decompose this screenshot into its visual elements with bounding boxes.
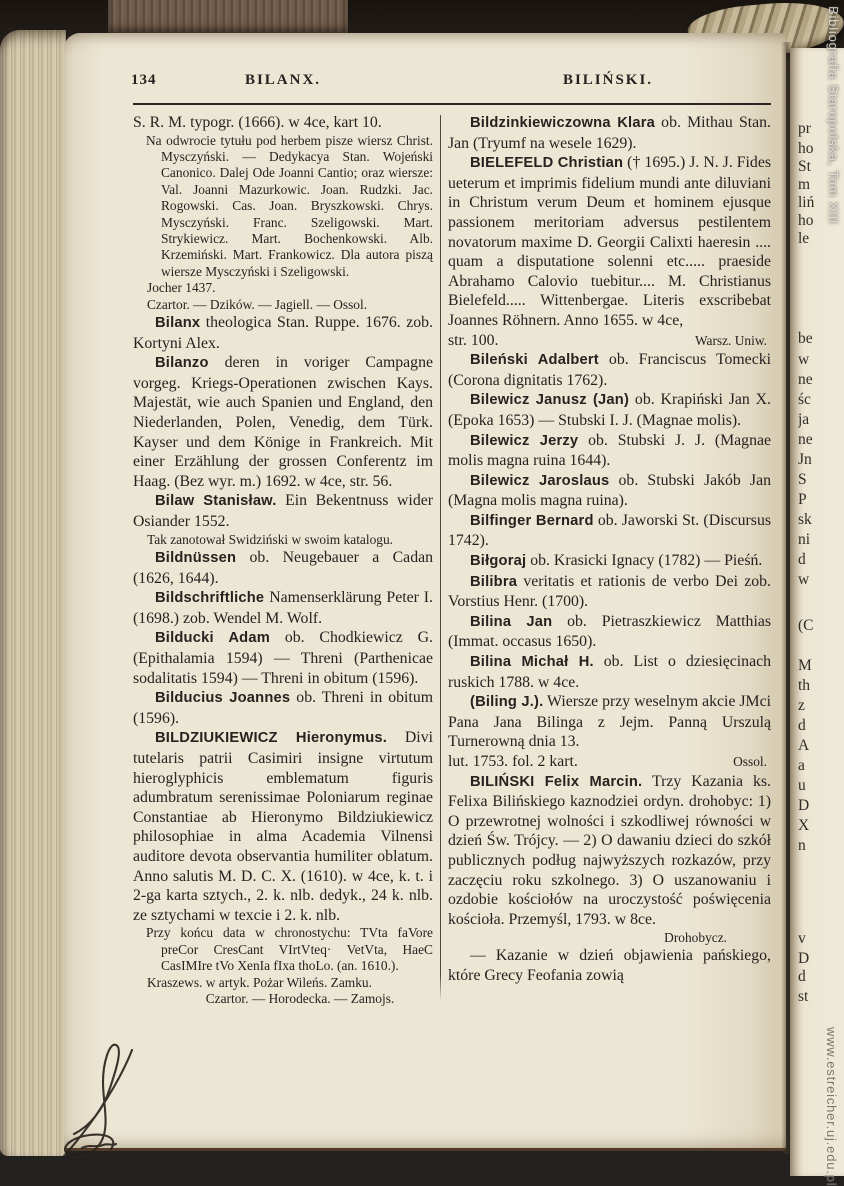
cutoff-text-fragment: liń — [798, 194, 815, 211]
bibliography-entry: (Biling J.). Wiersze przy weselnym akcie JMci Pana Jana Bilinga z Jejm. Panną Urszulą Turnerowną dnia 13. — [448, 693, 771, 751]
entry-text: — Kazanie w dzień objawienia pańskiego, które Grecy Feofania zowią — [448, 947, 771, 984]
text-column-right — [448, 113, 771, 986]
cutoff-text-fragment: ho — [798, 140, 814, 157]
watermark-volume-title: Bibliografia Staropolska, Tom XIII — [826, 6, 841, 225]
text-column-left — [133, 113, 433, 1007]
entry-text: Na odwrocie tytułu pod herbem pisze wiersz Christ. Mysczyński. — Dedykacya Stan. Wojeński Canonico. Dalej Ode Joanni Cantio; oraz wiersze: Val. Joanni Mazurkowic. Joan. Rudzki. Jac. Rogowski. Cas. Joan. Bryszkowski. Chrys. Mysczyński. Franc. Szeligowski. Mart. Strykiewicz. Mart. Bochenkowski. Alb. Krzemiński. Mart. Frankowicz. Dla autora piszą wiersze Mysczyński i Szeligowski. — [146, 132, 433, 279]
header-rule — [133, 103, 771, 105]
cutoff-text-fragment: pr — [798, 120, 811, 137]
bibliography-entry: Bilibra veritatis et rationis de verbo Dei zob. Vorstius Henr. (1700). — [448, 572, 771, 611]
entry-headword: Bildnüssen — [155, 550, 237, 566]
bibliography-entry: Bilanzo deren in voriger Campagne vorgeg. Kriegs-Operationen zwischen Kays. Majestät, wie auch Spanien und England, den Niederlanden, Polen, Venedig, dem Türk. Kayser und dem Könige in Frankreich. Mit einer Erzählung der grossen Conferentz im Haag. (Bez wyr. m.) 1692. w 4ce, str. 56. — [133, 354, 433, 490]
cutoff-text-fragment: sk — [798, 511, 812, 528]
entry-text: Jocher 1437. — [147, 280, 216, 296]
cutoff-text-fragment: d — [798, 968, 806, 985]
cutoff-text-fragment: v — [798, 930, 806, 947]
entry-headword: BILIŃSKI Felix Marcin. — [470, 773, 643, 790]
bibliography-entry: Biłgoraj ob. Krasicki Ignacy (1782) — Pieśń. — [470, 552, 763, 570]
bibliography-entry: Bilewicz Janusz (Jan) ob. Krapiński Jan X. (Epoka 1653) — Stubski I. J. (Magnae molis). — [448, 391, 771, 429]
entry-last-line — [448, 752, 771, 772]
cutoff-text-fragment: w — [798, 571, 810, 588]
running-title-left: BILANX. — [244, 72, 322, 88]
cutoff-text-fragment: A — [798, 737, 810, 754]
entry-headword: Bilina Jan — [470, 613, 553, 630]
bibliography-entry: Bildzinkiewiczowna Klara ob. Mithau Stan. Jan (Tryumf na wesele 1629). — [448, 114, 771, 152]
cutoff-text-fragment: D — [798, 797, 810, 814]
entry-headword: Bilina Michał H. — [470, 654, 594, 671]
cutoff-text-fragment: St — [798, 158, 811, 175]
library-source: Drohobycz. — [664, 930, 727, 946]
cutoff-text-fragment: le — [798, 230, 810, 247]
entry-headword: Bildschriftliche — [155, 590, 265, 607]
cutoff-text-fragment: ja — [798, 411, 810, 428]
library-source: Ossol. — [733, 754, 767, 769]
bibliography-entry: Bilducius Joannes ob. Threni in obitum (1596). — [133, 689, 434, 727]
entry-headword: Bilewicz Jaroslaus — [470, 472, 610, 489]
entry-headword: Bilewicz Janusz (Jan) — [470, 392, 630, 409]
cutoff-text-fragment: M — [798, 657, 812, 674]
cutoff-text-fragment: D — [798, 950, 810, 967]
entry-text: S. R. M. typogr. (1666). w 4ce, kart 10. — [133, 114, 382, 131]
cutoff-text-fragment: Jn — [798, 451, 812, 468]
library-source: Warsz. Uniw. — [694, 332, 767, 348]
cutoff-text-fragment: n — [798, 837, 806, 854]
entry-text: Tak zanotował Swidziński w swoim katalogu. — [147, 531, 394, 547]
bibliography-entry: Bilanx theologica Stan. Ruppe. 1676. zob. Kortyni Alex. — [133, 314, 433, 352]
entry-headword: Bildzinkiewiczowna Klara — [470, 115, 655, 131]
bibliography-entry: Bilina Jan ob. Pietraszkiewicz Matthias (Immat. occasus 1650). — [448, 612, 771, 651]
bibliography-entry: Bileński Adalbert ob. Franciscus Tomecki (Corona dignitatis 1762). — [448, 351, 771, 389]
bibliography-entry: Bilfinger Bernard ob. Jaworski St. (Discursus 1742). — [448, 511, 771, 550]
running-title-right: BILIŃSKI. — [562, 72, 654, 88]
cutoff-text-fragment: (C — [798, 617, 814, 634]
entry-text: Przy końcu data w chronostychu: TVta faVore preCor CresCant VIrtVteq· VetVta, HaeC CasIMIre tVo XenIa fIxa thoLo. (an. 1610.). — [146, 925, 433, 974]
cutoff-text-fragment: ne — [798, 371, 813, 388]
entry-text: Kraszews. w artyk. Pożar Wileńs. Zamku. — [147, 974, 372, 990]
cutoff-text-fragment: S — [798, 471, 807, 488]
bibliography-entry: Bildschriftliche Namenserklärung Peter I. (1698.) zob. Wendel M. Wolf. — [133, 589, 433, 627]
entry-headword: Bileński Adalbert — [470, 352, 599, 369]
entry-headword: BIELEFELD Christian — [470, 155, 624, 172]
cutoff-text-fragment: ne — [798, 431, 813, 448]
bibliography-entry: Bilewicz Jaroslaus ob. Stubski Jakób Jan (Magna molis magna ruina). — [448, 471, 771, 510]
bibliography-entry: Bilewicz Jerzy ob. Stubski J. J. (Magnae molis magna ruina 1644). — [448, 431, 771, 470]
entry-headword: Bilducius Joannes — [155, 690, 291, 707]
bibliography-entry: Bilaw Stanisław. Ein Bekentnuss wider Osiander 1552. — [133, 492, 433, 530]
cutoff-text-fragment: z — [798, 697, 805, 714]
entry-text: lut. 1753. fol. 2 kart. — [448, 753, 578, 770]
column-divider — [440, 115, 441, 1001]
bibliography-entry: Bildnüssen ob. Neugebauer a Cadan (1626, 1644). — [133, 549, 433, 587]
bibliography-entry: BILIŃSKI Felix Marcin. Trzy Kazania ks. Felixa Bilińskiego kaznodziei ordyn. drohobyc: 1) O przewrotnej wolności i szkodliwej równości w dzień Św. Trójcy. — 2) O dawaniu dzieci do szkół publicznych podług najwyższych rozkazów, przy zaczęciu roku szkolnego. 3) O uszanowaniu i ozdobie kościołów na uroczystość poświęcenia kościoła. Przemyśl, 1793. w 8ce. — [448, 772, 771, 928]
handwritten-signature — [58, 1042, 178, 1160]
text-columns — [133, 113, 771, 1007]
bibliography-entry: BIELEFELD Christian († 1695.) J. N. J. Fides ueterum et imprimis fidelium mundi ante diluviani in Christum verum Deum et hominem ejusque passionem meritoriam adversus pestilentem novatorum maxime D. Georgii Calixti haeresin .... quam a disputatione solenni etc..... praeside Abrahamo Calovio tuebitur.... M. Christianus Bielefeld..... Wittenbergae. Literis exscribebat Joannes Röhnern. Anno 1655. w 4ce, — [448, 154, 771, 329]
cutoff-text-fragment: be — [798, 330, 813, 347]
entry-headword: Bilaw Stanisław. — [155, 493, 277, 510]
entry-headword: Bilanzo — [155, 355, 209, 372]
bibliography-entry: BILDZIUKIEWICZ Hieronymus. Divi tutelaris patrii Casimiri insigne virtutum hieroglyphicis emblematum figuris adumbratum serenissimae Poloniarum reginae Constantiae ab Hieronymo Bildziukiewicz philosophiae in alma Academia Vilnensi auditore devota observantia humiliter oblatum. Anno salutis M. D. C. X. (1610). w 4ce, k. t. i 2-ga karta sztych., 2. k. nlb. dedyk., 24 k. nlb. ze sztychami w texcie i 2. k. nlb. — [133, 729, 433, 924]
cutoff-text-fragment: P — [798, 491, 807, 508]
cutoff-text-fragment: ho — [798, 212, 814, 229]
entry-text: Czartor. — Dzików. — Jagiell. — Ossol. — [147, 296, 368, 312]
cutoff-text-fragment: X — [798, 817, 810, 834]
cutoff-text-fragment: d — [798, 551, 806, 568]
entry-headword: Bilewicz Jerzy — [470, 432, 579, 449]
entry-last-line — [448, 331, 771, 351]
cutoff-text-fragment: a — [798, 757, 805, 774]
cutoff-text-fragment: m — [798, 176, 811, 193]
entry-headword: Biłgoraj — [470, 553, 527, 570]
entry-headword: Bilfinger Bernard — [470, 512, 594, 529]
entry-headword: Bilibra — [470, 573, 518, 590]
cutoff-text-fragment: w — [798, 351, 810, 368]
cutoff-text-fragment: ni — [798, 531, 811, 548]
bibliography-entry: Bilducki Adam ob. Chodkiewicz G. (Epithalamia 1594) — Threni (Parthenicae sodalitatis 1594) — Threni in obitum (1596). — [133, 629, 433, 687]
binding-cloth-strip — [108, 0, 348, 34]
page-edge-stack — [0, 30, 66, 1156]
entry-text: Czartor. — Horodecka. — Zamojs. — [205, 990, 395, 1006]
bibliography-entry: Bilina Michał H. ob. List o dziesięcinach ruskich 1788. w 4ce. — [448, 653, 771, 691]
watermark-website-url: www.estreicher.uj.edu.pl — [824, 1026, 839, 1186]
cutoff-text-fragment: st — [798, 988, 809, 1005]
entry-text: str. 100. — [448, 331, 499, 349]
cutoff-text-fragment: d — [798, 717, 806, 734]
entry-headword: BILDZIUKIEWICZ Hieronymus. — [155, 730, 388, 747]
entry-headword: (Biling J.). — [470, 694, 544, 711]
entry-headword: Bilanx — [155, 315, 201, 332]
page-number: 134 — [131, 72, 157, 88]
cutoff-text-fragment: u — [798, 777, 806, 794]
cutoff-text-fragment: śc — [798, 391, 811, 408]
entry-headword: Bilducki Adam — [155, 630, 270, 647]
cutoff-text-fragment: th — [798, 677, 811, 694]
